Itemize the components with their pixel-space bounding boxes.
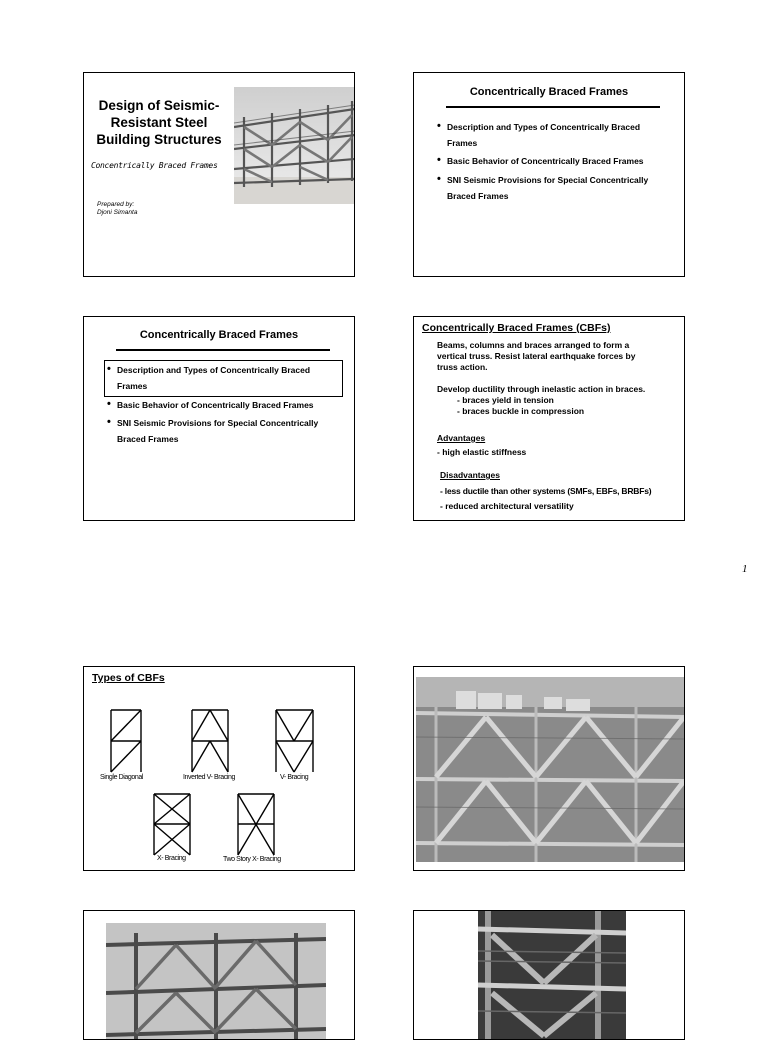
slide-title: Concentrically Braced Frames [139, 329, 299, 341]
slide-photo-column-detail [413, 910, 685, 1040]
prepared-by-label: Prepared by: [97, 201, 135, 208]
slide-title: Concentrically Braced Frames [469, 86, 629, 98]
column-detail-photo [478, 911, 626, 1040]
slide-outline [413, 72, 685, 277]
bullet-item: • Description and Types of Concentrically Braced Frames [437, 120, 641, 148]
two-story-x-label: Two Story X- Bracing [223, 856, 281, 863]
bullet-item: • Basic Behavior of Concentrically Braced Frames [437, 154, 644, 166]
bullet-item: • SNI Seismic Provisions for Special Concentrically Braced Frames [107, 416, 319, 444]
slide-outline-highlighted [83, 316, 355, 521]
steel-frame-photo [234, 87, 355, 204]
title-rule [116, 349, 330, 351]
disadvantages-heading: Disadvantages [440, 470, 500, 480]
bullet-icon: • [107, 398, 111, 410]
presentation-subtitle: Concentrically Braced Frames [91, 161, 218, 170]
page-number: 1 [742, 563, 748, 575]
title-rule [446, 106, 660, 108]
ductility-paragraph: Develop ductility through inelastic action in braces. - braces yield in tension - braces buckle in compression [437, 384, 646, 416]
disadvantages-item: - less ductile than other systems (SMFs, EBFs, BRBFs) [440, 486, 652, 496]
bullet-icon: • [107, 363, 111, 375]
two-story-x-frame [238, 794, 274, 855]
slide-cbf-description [413, 316, 685, 521]
advantages-heading: Advantages [437, 433, 486, 443]
slide-title: Types of CBFs [92, 672, 165, 684]
author-name: Djoni Simanta [97, 209, 138, 216]
braced-frame-photo [416, 677, 684, 862]
single-diagonal-frame [111, 710, 141, 772]
x-bracing-frame [154, 794, 190, 855]
slide-photo-braced-frame [413, 666, 685, 871]
v-bracing-label: V- Bracing [280, 774, 309, 781]
advantages-item: - high elastic stiffness [437, 447, 527, 457]
disadvantages-item: - reduced architectural versatility [440, 501, 574, 511]
bullet-item: • Description and Types of Concentrically Braced Frames [107, 363, 311, 391]
single-diagonal-label: Single Diagonal [100, 774, 144, 781]
frame-corner-photo [106, 923, 326, 1040]
cbf-types-diagram [84, 667, 355, 871]
slide-types-of-cbfs [83, 666, 355, 871]
presentation-title: Design of Seismic- Resistant Steel Building Structures [96, 98, 222, 147]
inverted-v-frame [192, 710, 228, 772]
slide-title: Concentrically Braced Frames (CBFs) [422, 322, 611, 334]
bullet-icon: • [437, 120, 441, 132]
v-bracing-frame [276, 710, 313, 772]
bullet-item: • Basic Behavior of Concentrically Braced Frames [107, 398, 314, 410]
bullet-icon: • [437, 173, 441, 185]
bullet-icon: • [107, 416, 111, 428]
description-paragraph: Beams, columns and braces arranged to form a vertical truss. Resist lateral earthquake forces by truss action. [437, 340, 636, 372]
bullet-icon: • [437, 154, 441, 166]
slide-title [83, 72, 355, 277]
inverted-v-label: Inverted V- Bracing [183, 774, 235, 781]
x-bracing-label: X- Bracing [157, 855, 186, 862]
slide-photo-frame-corner [83, 910, 355, 1040]
bullet-item: • SNI Seismic Provisions for Special Concentrically Braced Frames [437, 173, 649, 201]
